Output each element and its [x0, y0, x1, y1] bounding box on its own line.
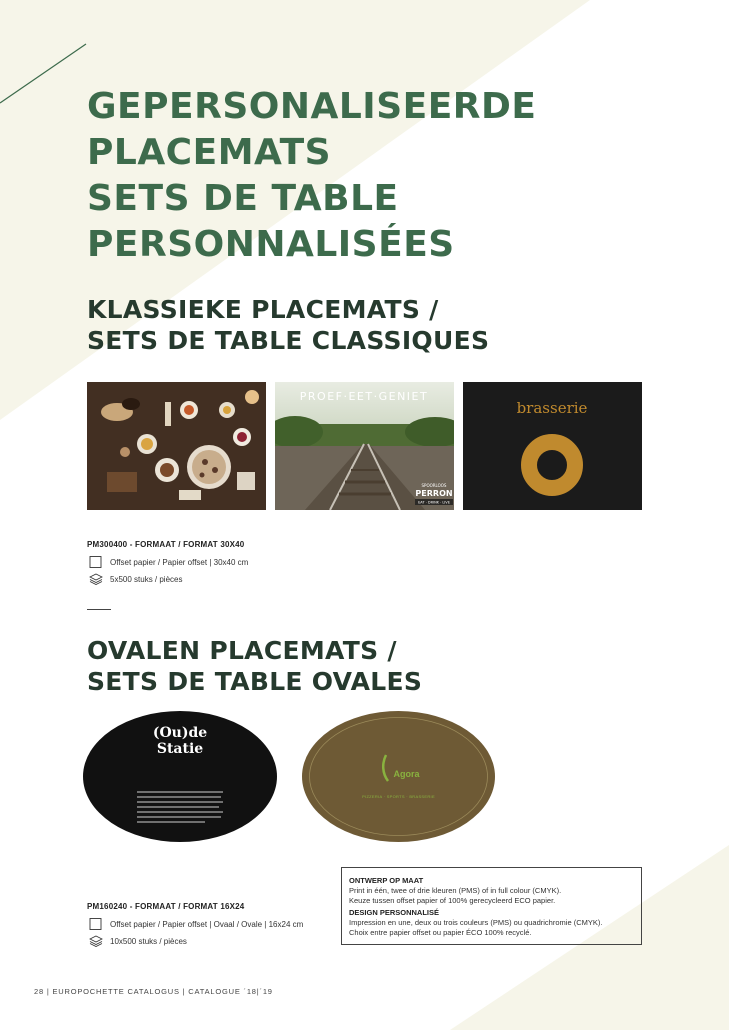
classic-section-heading [87, 294, 489, 356]
classic-spec-paper-text: Offset papier / Papier offset | 30x40 cm [110, 557, 249, 567]
rail-brand: PERRON [415, 489, 453, 498]
info-text-fr-2: Choix entre papier offset ou papier ÉCO 100% recyclé. [349, 927, 532, 937]
page-title-line: SETS DE TABLE [87, 178, 399, 219]
info-text-fr-1: Impression en une, deux ou trois couleurs (PMS) ou quadrichromie (CMYK). [349, 918, 603, 927]
section-divider [87, 609, 111, 610]
stack-icon [89, 573, 103, 585]
placemat-food-image [87, 382, 266, 510]
classic-spec-quantity [89, 573, 182, 585]
classic-heading-line: KLASSIEKE PLACEMATS / [87, 295, 439, 324]
info-heading-nl: ONTWERP OP MAAT [349, 876, 424, 885]
info-text-nl-1: Print in één, twee of drie kleuren (PMS) of in full colour (CMYK). [349, 886, 562, 895]
oval-section-heading [87, 635, 422, 697]
paper-icon [89, 556, 103, 568]
page-footer: 28 | EUROPOCHETTE CATALOGUS | CATALOGUE ´18|´19 [34, 987, 273, 996]
stack-icon [89, 935, 103, 947]
classic-heading-line: SETS DE TABLE CLASSIQUES [87, 326, 490, 355]
brasserie-text: brasserie [516, 399, 588, 417]
oval-product-code: PM160240 - FORMAAT / FORMAT 16X24 [87, 902, 245, 911]
classic-product-code: PM300400 - FORMAAT / FORMAT 30X40 [87, 540, 245, 549]
oval-heading-line: OVALEN PLACEMATS / [87, 636, 397, 665]
oval-placemat-agora [302, 711, 495, 842]
page-title-line: GEPERSONALISEERDE [87, 86, 537, 127]
oude-statie-body-text [135, 789, 225, 829]
rail-slogan: PROEF·EET·GENIET [299, 390, 429, 403]
agora-sub: PIZZERIA · SPORTS · BRASSERIE [362, 794, 435, 799]
oude-statie-line1: (Ou)de [152, 725, 208, 741]
page-title-line: PLACEMATS [87, 132, 332, 173]
page-title-line: PERSONNALISÉES [87, 224, 455, 265]
oval-heading-line: SETS DE TABLE OVALES [87, 667, 423, 696]
rail-brand-sub: EAT · DRINK · LIVE [418, 500, 450, 505]
oval-spec-quantity [89, 935, 187, 947]
oval-spec-quantity-text: 10x500 stuks / pièces [110, 936, 187, 946]
info-heading-fr: DESIGN PERSONNALISÉ [349, 908, 440, 917]
placemat-brasserie-image [463, 382, 642, 510]
custom-design-info-box [341, 867, 642, 945]
oval-spec-paper-text: Offset papier / Papier offset | Ovaal / Ovale | 16x24 cm [110, 919, 304, 929]
info-text-nl-2: Keuze tussen offset papier of 100% gerecycleerd ECO papier. [349, 895, 556, 905]
agora-name: Agora [393, 769, 420, 779]
oval-placemat-oude-statie [83, 711, 277, 842]
oude-statie-line2: Statie [156, 741, 204, 757]
oval-spec-paper [89, 918, 303, 930]
paper-icon [89, 918, 103, 930]
page-title [87, 84, 537, 268]
placemat-railway-image [275, 382, 454, 510]
classic-spec-quantity-text: 5x500 stuks / pièces [110, 574, 183, 584]
rail-brand-top: SPOORLOOS [421, 483, 447, 488]
classic-spec-paper [89, 556, 248, 568]
